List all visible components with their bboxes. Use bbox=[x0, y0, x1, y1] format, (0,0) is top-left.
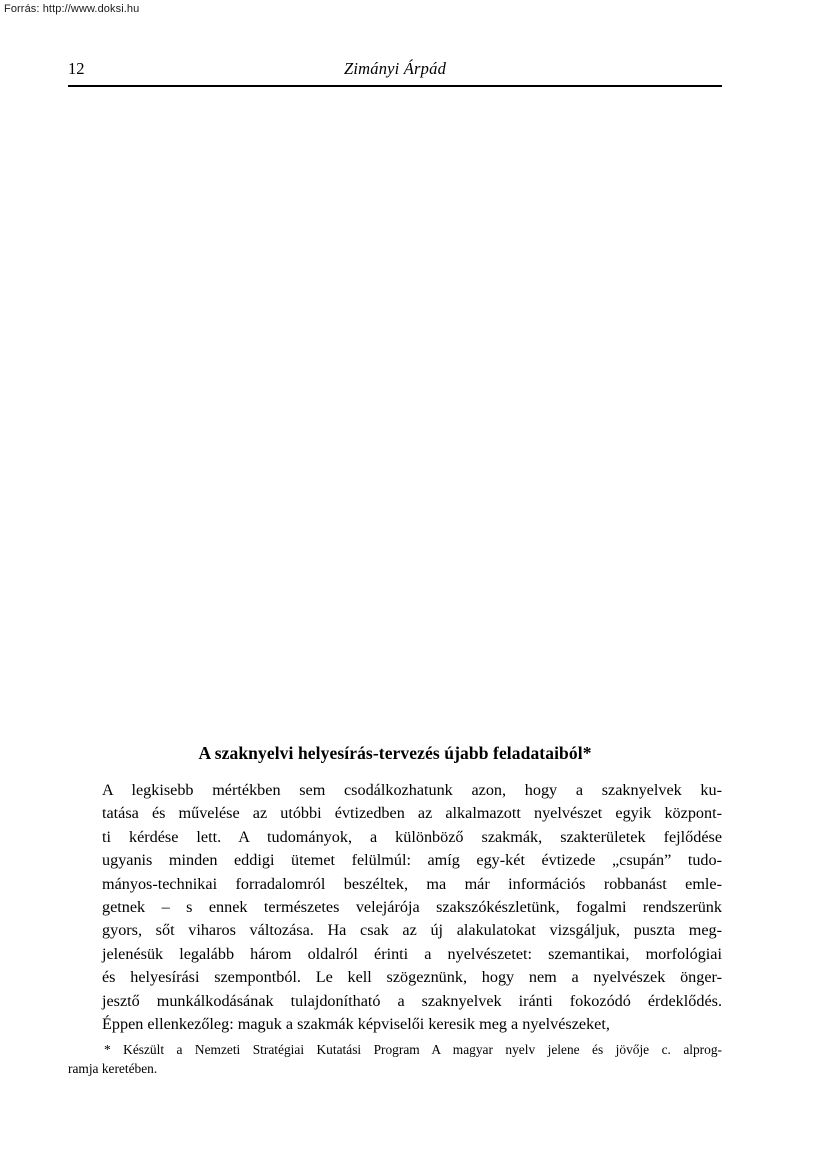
source-watermark: Forrás: http://www.doksi.hu bbox=[4, 3, 140, 15]
running-head bbox=[68, 58, 722, 80]
body-line: mányos-technikai forradalomról beszéltek, ma már információs robbanást emle- bbox=[102, 874, 722, 893]
footnote-line: * Készült a Nemzeti Stratégiai Kutatási Program A magyar nyelv jelene és jövője c. alprog- bbox=[104, 1042, 722, 1057]
body-line: és helyesírási szempontból. Le kell szögeznünk, hogy nem a nyelvészek önger- bbox=[102, 968, 722, 987]
body-paragraph bbox=[68, 779, 722, 1036]
running-head-title: Zimányi Árpád bbox=[343, 59, 447, 78]
body-line: jesztő munkálkodásának tulajdonítható a szaknyelvek iránti fokozódó érdeklődés. bbox=[102, 991, 722, 1010]
body-line: tatása és művelése az utóbbi évtizedben az alkalmazott nyelvészet egyik központ- bbox=[102, 804, 722, 823]
footnote-paragraph bbox=[68, 1040, 722, 1078]
body-line: Éppen ellenkezőleg: maguk a szakmák képviselői keresik meg a nyelvészeket, bbox=[102, 1015, 610, 1034]
body-line: ti kérdése lett. A tudományok, a különböző szakmák, szakterületek fejlődése bbox=[102, 827, 722, 846]
footnote-block bbox=[68, 1040, 722, 1078]
page-number: 12 bbox=[68, 59, 85, 78]
body-line: jelenésük legalább három oldalról érinti a nyelvészetet: szemantikai, morfológiai bbox=[102, 944, 722, 963]
header-rule bbox=[68, 85, 722, 87]
body-text-block bbox=[68, 779, 722, 1036]
footnote-line: ramja keretében. bbox=[68, 1061, 158, 1076]
article-title: A szaknyelvi helyesírás-tervezés újabb feladataiból* bbox=[198, 742, 592, 763]
printed-page bbox=[68, 0, 722, 1170]
body-line: ugyanis minden eddigi ütemet felülmúl: amíg egy-két évtizede „csupán” tudo- bbox=[102, 851, 722, 870]
body-line: gyors, sőt viharos változása. Ha csak az új alakulatokat vizsgáljuk, puszta meg- bbox=[102, 921, 722, 940]
body-line: getnek – s ennek természetes velejárója szakszókészletünk, fogalmi rendszerünk bbox=[102, 898, 722, 917]
body-line: A legkisebb mértékben sem csodálkozhatunk azon, hogy a szaknyelvek ku- bbox=[102, 781, 722, 799]
